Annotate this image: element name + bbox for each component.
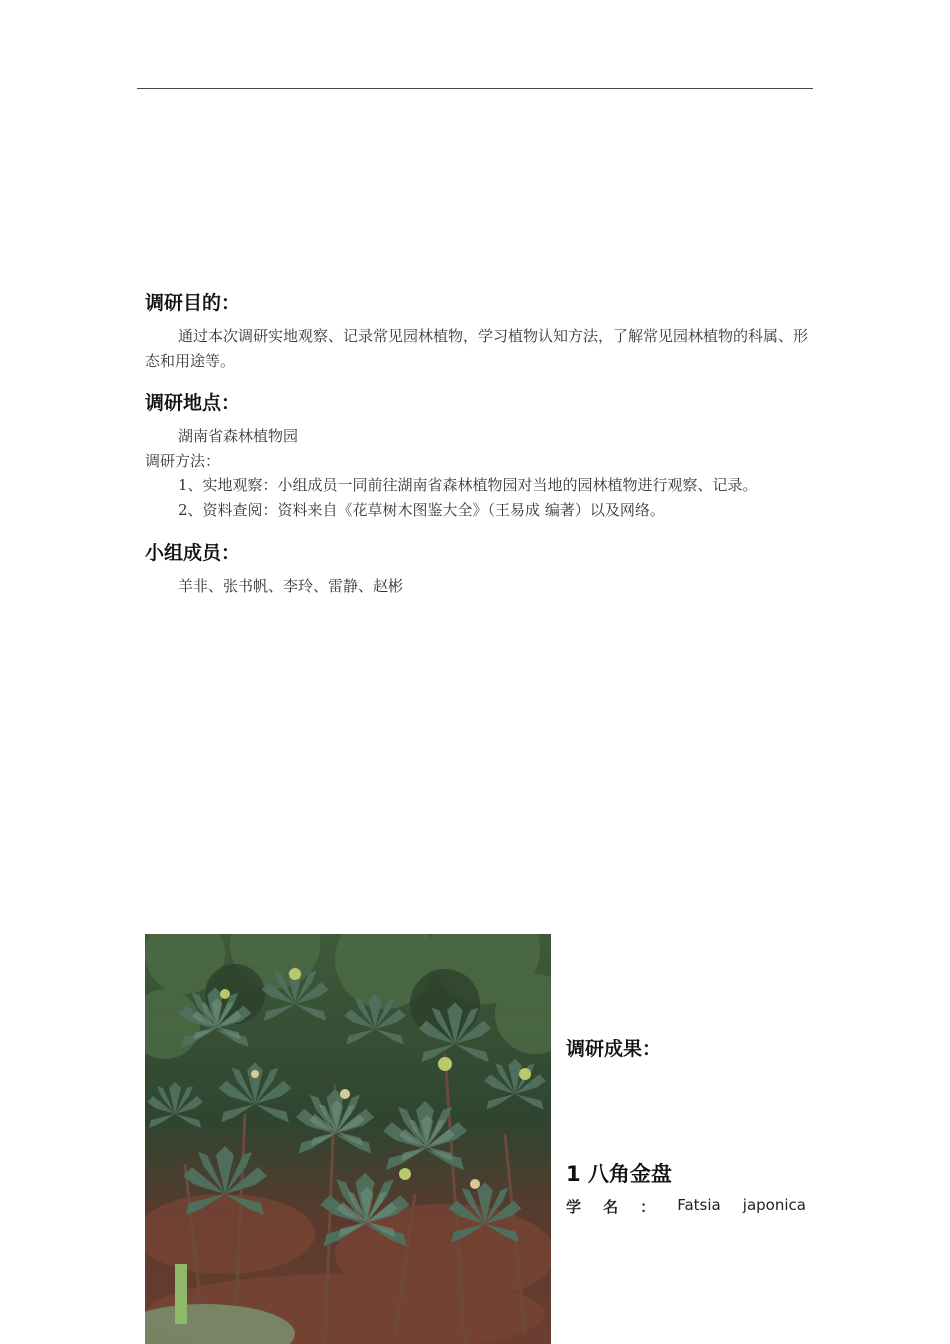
sci-label-char: ： <box>640 1198 656 1216</box>
results-heading: 调研成果： <box>566 1038 662 1060</box>
location-heading: 调研地点： <box>145 392 241 414</box>
sci-label-char: 名 <box>603 1198 619 1216</box>
fatsia-photo-illustration <box>145 934 551 1344</box>
header-rule <box>137 88 813 89</box>
method-item-2: 2、资料查阅：资料来自《花草树木图鉴大全》（王易成 编著）以及网络。 <box>178 501 665 519</box>
plant-title: 1 八角金盘 <box>566 1162 672 1186</box>
purpose-body: 通过本次调研实地观察、记录常见园林植物，学习植物认知方法，了解常见园林植物的科属、形态和用途等。 <box>145 327 809 370</box>
sci-name-species: japonica <box>742 1196 806 1214</box>
location-place: 湖南省森林植物园 <box>178 427 299 445</box>
sci-name-genus: Fatsia <box>677 1196 721 1214</box>
method-item-1: 1、实地观察：小组成员一同前往湖南省森林植物园对当地的园林植物进行观察、记录。 <box>178 476 758 494</box>
members-heading: 小组成员： <box>145 542 241 564</box>
method-label: 调研方法： <box>145 452 221 470</box>
scientific-name-line <box>566 1196 806 1217</box>
purpose-heading: 调研目的： <box>145 292 241 314</box>
members-names: 羊非、张书帆、李玲、雷静、赵彬 <box>178 577 404 595</box>
plant-photo <box>145 934 551 1344</box>
sci-label-char: 学 <box>566 1198 582 1216</box>
